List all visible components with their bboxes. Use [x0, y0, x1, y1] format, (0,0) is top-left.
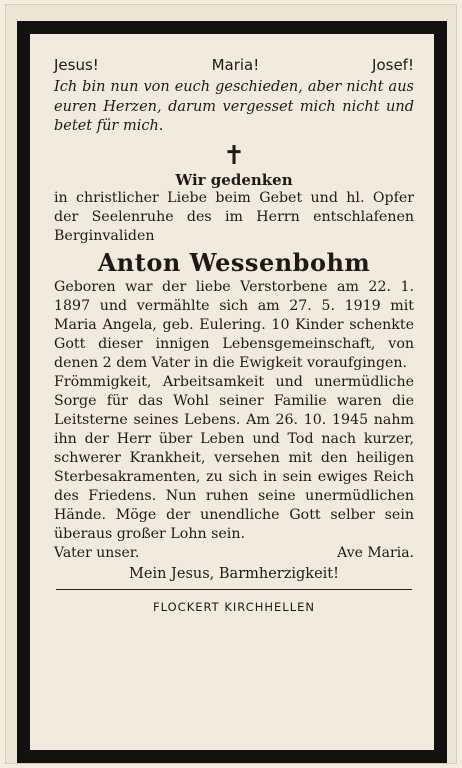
- section-heading: Wir gedenken: [175, 170, 293, 189]
- printer-imprint: FLOCKERT KIRCHHELLEN: [153, 599, 315, 614]
- prayer-vater-unser: Vater unser.: [54, 544, 140, 561]
- black-mourning-border: [17, 21, 447, 763]
- memorial-card: [5, 4, 457, 764]
- motto-verse: Ich bin nun von euch geschieden, aber nicht aus euren Herzen, darum vergesset mich nicht und betet für mich.: [54, 79, 414, 134]
- invocation-row: [54, 56, 414, 74]
- invocation-josef: Josef!: [372, 56, 414, 74]
- cross-icon: ✝: [223, 140, 245, 171]
- prayer-ave-maria: Ave Maria.: [337, 544, 414, 561]
- invocation-jesus: Jesus!: [54, 56, 99, 74]
- invocation-maria: Maria!: [211, 56, 260, 74]
- biography-paragraph-1: Geboren war der liebe Verstorbene am 22. 1. 1897 und vermählte sich am 27. 5. 1919 mit Maria Angela, geb. Eulering. 10 Kinder schenkte Gott dieser innigen Lebensgemeinschaft, von denen 2 dem Vater in die Ewigkeit voraufgingen.: [54, 278, 414, 371]
- intro-paragraph: in christlicher Liebe beim Gebet und hl. Opfer der Seelenruhe des im Herrn entschlafenen Berginvaliden: [54, 189, 414, 244]
- card-content: [54, 56, 414, 617]
- prayer-row: [54, 544, 414, 563]
- biography-paragraph-2: Frömmigkeit, Arbeitsamkeit und unermüdliche Sorge für das Wohl seiner Familie waren die Leitsterne seines Lebens. Am 26. 10. 1945 nahm ihn der Herr über Leben und Tod nach kurzer, schwerer Krankheit, versehen mit den heiligen Sterbesakramenten, zu sich in sein ewiges Reich des Friedens. Nun ruhen seine unermüdlichen Hände. Möge der unendliche Gott selber sein überaus großer Lohn sein.: [54, 373, 414, 542]
- closing-invocation: Mein Jesus, Barmherzigkeit!: [129, 565, 339, 582]
- deceased-name: Anton Wessenbohm: [97, 247, 371, 277]
- divider-line: [56, 589, 412, 590]
